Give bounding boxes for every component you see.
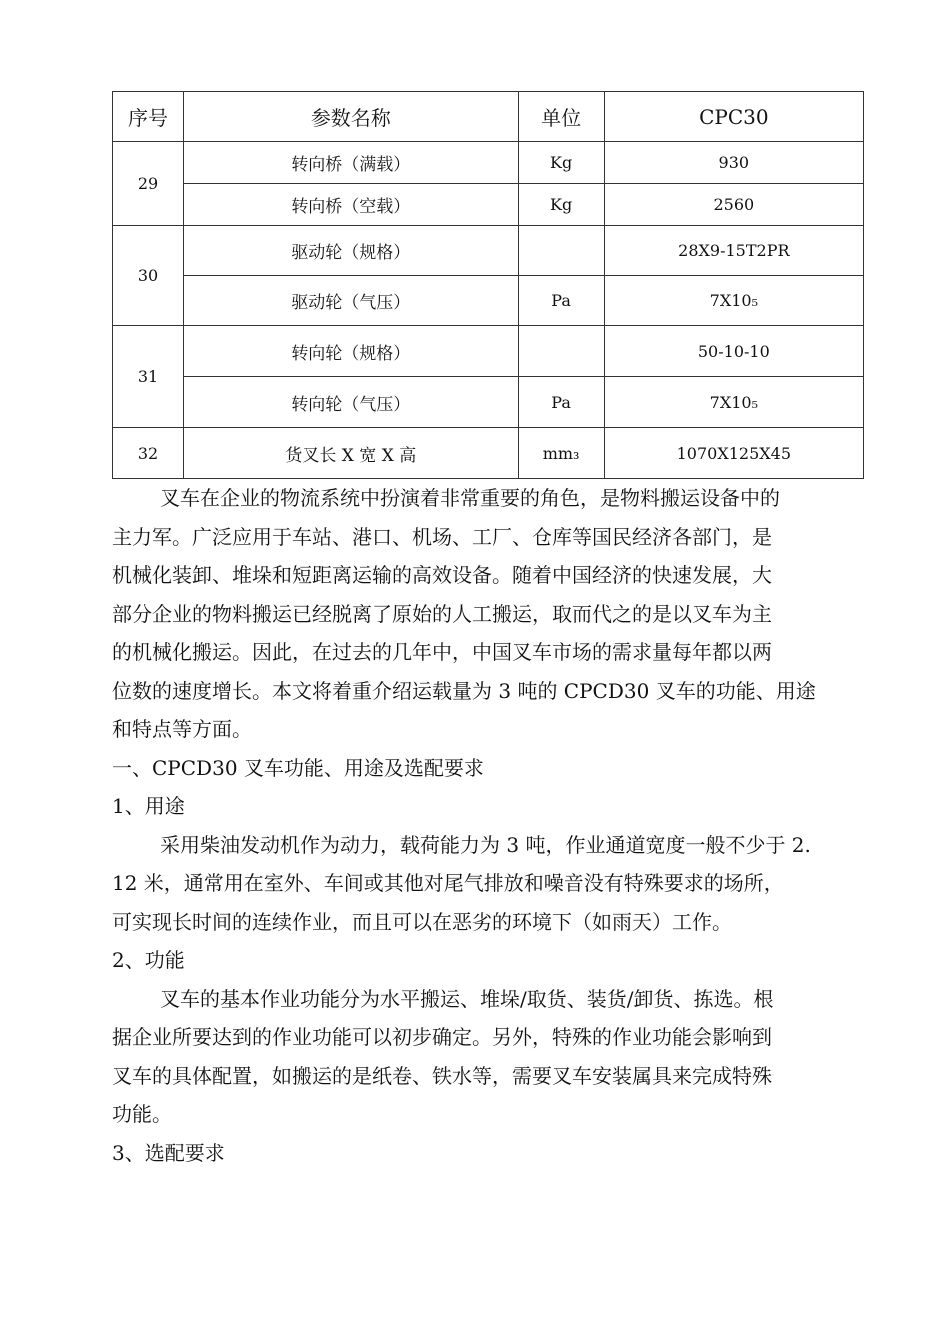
- param-name-cell: 转向桥（空载）: [184, 184, 518, 226]
- spec-table: [112, 91, 864, 479]
- subsection-heading: 1、用途: [112, 794, 185, 818]
- body-text: [112, 479, 872, 1172]
- paragraph-line: 叉车的基本作业功能分为水平搬运、堆垛/取货、装货/卸货、拣选。根: [160, 986, 774, 1011]
- table-row: [113, 184, 864, 226]
- paragraph-line: 位数的速度增长。本文将着重介绍运载量为 3 吨的 CPCD30 叉车的功能、用途: [112, 678, 816, 703]
- param-name-cell: 驱动轮（规格）: [184, 226, 518, 276]
- param-name-cell: 驱动轮（气压）: [184, 276, 518, 326]
- unit-cell: Kg: [518, 142, 604, 184]
- paragraph-line: 12 米，通常用在室外、车间或其他对尾气排放和噪音没有特殊要求的场所，: [112, 871, 784, 895]
- paragraph-line: 采用柴油发动机作为动力，载荷能力为 3 吨，作业通道宽度一般不少于 2.: [160, 832, 811, 857]
- table-row: [113, 326, 864, 377]
- header-value: CPC30: [604, 92, 863, 142]
- subsection-heading: 3、选配要求: [112, 1140, 225, 1165]
- value-cell: 7X10₅: [604, 377, 863, 428]
- param-name-cell: 转向桥（满载）: [184, 142, 518, 184]
- value-cell: 1070X125X45: [604, 428, 863, 479]
- subsection-heading: 2、功能: [112, 948, 185, 972]
- param-name-cell: 转向轮（规格）: [184, 326, 518, 377]
- paragraph-line: 和特点等方面。: [112, 717, 252, 741]
- value-cell: 7X10₅: [604, 276, 863, 326]
- table-header-row: [113, 92, 864, 142]
- table-row: [113, 377, 864, 428]
- unit-cell: mm₃: [518, 428, 604, 479]
- seq-cell: 29: [113, 142, 184, 226]
- header-seq: 序号: [113, 92, 184, 142]
- table-row: [113, 226, 864, 276]
- param-name-cell: 货叉长 X 宽 X 高: [184, 428, 518, 479]
- paragraph-line: 的机械化搬运。因此，在过去的几年中，中国叉车市场的需求量每年都以两: [112, 640, 772, 664]
- unit-cell: Kg: [518, 184, 604, 226]
- param-name-cell: 转向轮（气压）: [184, 377, 518, 428]
- paragraph-line: 叉车在企业的物流系统中扮演着非常重要的角色，是物料搬运设备中的: [160, 486, 780, 510]
- value-cell: 50-10-10: [604, 326, 863, 377]
- unit-cell: Pa: [518, 276, 604, 326]
- paragraph-line: 机械化装卸、堆垛和短距离运输的高效设备。随着中国经济的快速发展，大: [112, 563, 772, 587]
- unit-cell: [518, 226, 604, 276]
- paragraph-line: 据企业所要达到的作业功能可以初步确定。另外，特殊的作业功能会影响到: [112, 1025, 772, 1049]
- paragraph-line: 部分企业的物料搬运已经脱离了原始的人工搬运，取而代之的是以叉车为主: [112, 601, 772, 626]
- section-heading: 一、CPCD30 叉车功能、用途及选配要求: [112, 755, 484, 780]
- header-name: 参数名称: [184, 92, 518, 142]
- paragraph-line: 可实现长时间的连续作业，而且可以在恶劣的环境下（如雨天）工作。: [112, 909, 732, 934]
- paragraph-line: 功能。: [112, 1102, 172, 1126]
- value-cell: 2560: [604, 184, 863, 226]
- unit-cell: [518, 326, 604, 377]
- paragraph-line: 叉车的具体配置，如搬运的是纸卷、铁水等，需要叉车安装属具来完成特殊: [112, 1063, 772, 1088]
- value-cell: 28X9-15T2PR: [604, 226, 863, 276]
- unit-cell: Pa: [518, 377, 604, 428]
- paragraph-line: 主力军。广泛应用于车站、港口、机场、工厂、仓库等国民经济各部门，是: [112, 524, 772, 549]
- value-cell: 930: [604, 142, 863, 184]
- seq-cell: 30: [113, 226, 184, 326]
- seq-cell: 32: [113, 428, 184, 479]
- table-row: [113, 428, 864, 479]
- table-row: [113, 276, 864, 326]
- table-row: [113, 142, 864, 184]
- seq-cell: 31: [113, 326, 184, 428]
- header-unit: 单位: [518, 92, 604, 142]
